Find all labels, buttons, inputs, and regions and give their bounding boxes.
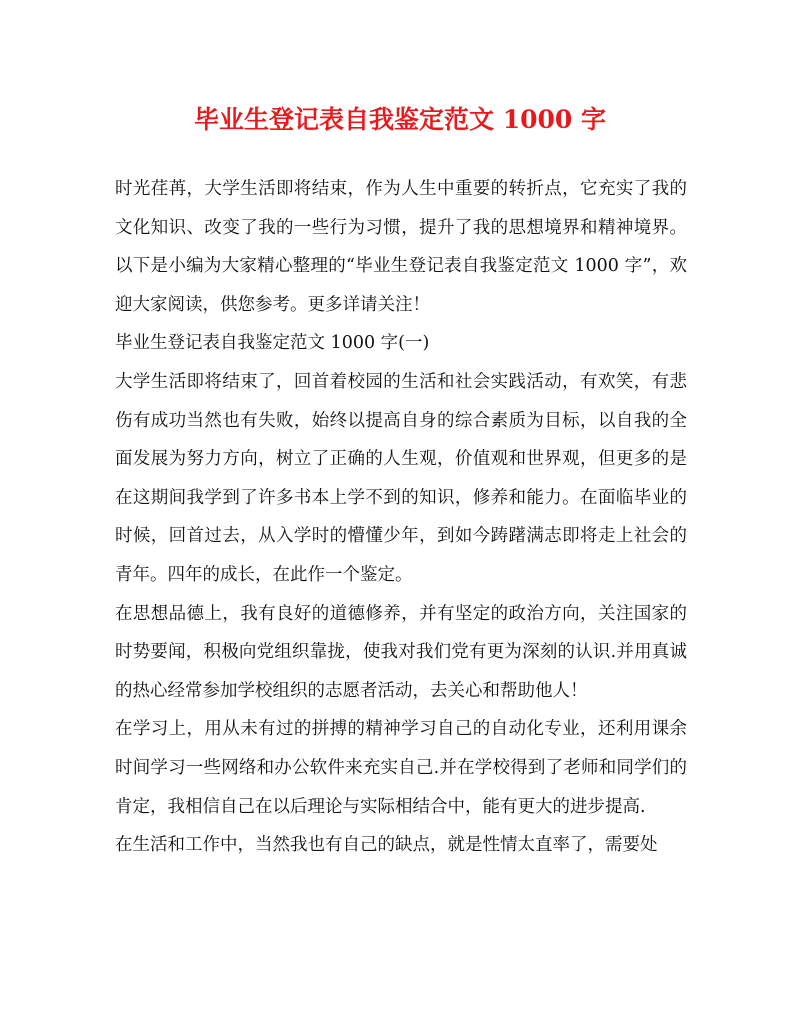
document-title: 毕业生登记表自我鉴定范文 1000 字: [194, 105, 606, 134]
intro-paragraph: 时光荏苒，大学生活即将结束，作为人生中重要的转折点，它充实了我的文化知识、改变了我的一些行为习惯，提升了我的思想境界和精神境界。以下是小编为大家精心整理的“毕业生登记表自我鉴定范文 1000 字”，欢迎大家阅读，供您参考。更多详请关注！: [115, 179, 687, 315]
body-paragraph-1: 大学生活即将结束了，回首着校园的生活和社会实践活动，有欢笑，有悲伤有成功当然也有失败，始终以提高自身的综合素质为目标，以自我的全面发展为努力方向，树立了正确的人生观，价值观和世界观，但更多的是在这期间我学到了许多书本上学不到的知识，修养和能力。在面临毕业的时候，回首过去，从入学时的懵懂少年，到如今踌躇满志即将走上社会的青年。四年的成长，在此作一个鉴定。: [115, 371, 687, 585]
document-body: [115, 170, 687, 865]
body-paragraph-3: 在学习上，用从未有过的拼搏的精神学习自己的自动化专业，还利用课余时间学习一些网络和办公软件来充实自己.并在学校得到了老师和同学们的肯定，我相信自己在以后理论与实际相结合中，能有更大的进步提高.: [115, 719, 687, 817]
body-paragraph-2: 在思想品德上，我有良好的道德修养，并有坚定的政治方向，关注国家的时势要闻，积极向党组织靠拢，使我对我们党有更为深刻的认识.并用真诚的热心经常参加学校组织的志愿者活动，去关心和帮助他人！: [115, 603, 687, 701]
section-heading: 毕业生登记表自我鉴定范文 1000 字(一): [115, 333, 430, 354]
body-paragraph-4: 在生活和工作中，当然我也有自己的缺点，就是性情太直率了，需要处: [115, 835, 658, 856]
